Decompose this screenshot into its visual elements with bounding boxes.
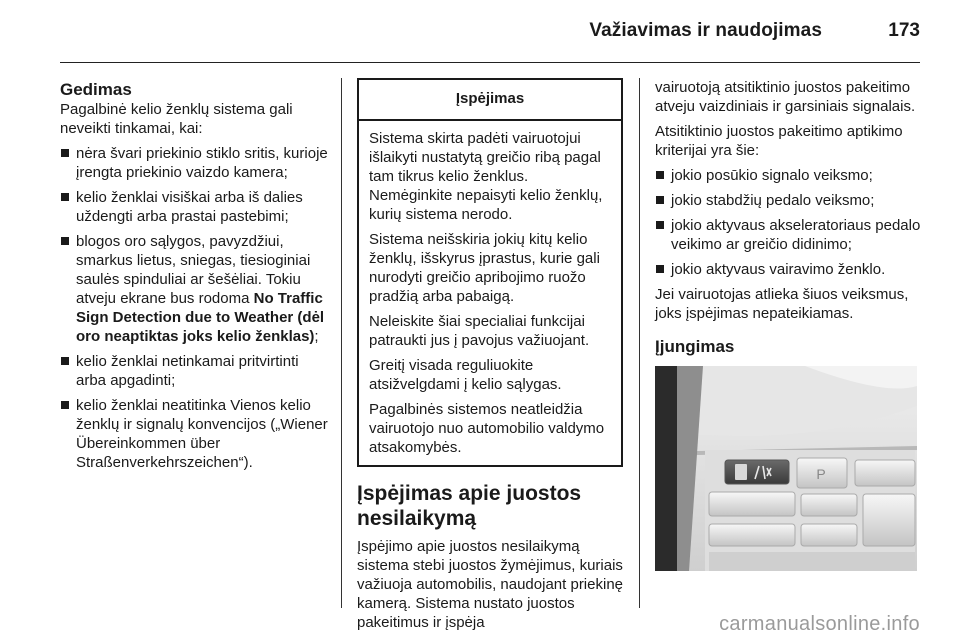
column-2	[357, 78, 623, 638]
section-text: Įspėjimo apie juostos nesilaikymą sistema stebi juostos žymėjimus, kuriais važiuoja automobilis, naudojant priekinę kamerą. Sistema nustato juostos pakeitimus ir įspėja	[357, 538, 624, 631]
list-item: kelio ženklai visiškai arba iš dalies uždengti arba prastai pastebimi;	[60, 188, 328, 226]
warning-paragraph: Neleiskite šiai specialiai funkcijai patraukti jus į pavojus važiuojant.	[369, 313, 590, 349]
warning-paragraph: Greitį visada reguliuokite atsižvelgdami į kelio sąlygas.	[369, 357, 562, 393]
list-item: jokio stabdžių pedalo veiksmo;	[655, 191, 923, 210]
criteria-intro: Atsitiktinio juostos pakeitimo aptikimo kriterijai yra šie:	[655, 123, 903, 159]
after-text: Jei vairuotojas atlieka šiuos veiksmus, joks įspėjimas nepateikiamas.	[655, 286, 909, 322]
list-item: kelio ženklai neatitinka Vienos kelio ženklų ir signalų konvencijos („Wiener Übereinkommen über Straßenverkehrszeichen“).	[60, 396, 328, 472]
column-divider	[341, 78, 342, 608]
list-item: jokio posūkio signalo veiksmo;	[655, 166, 923, 185]
warning-body	[359, 121, 621, 465]
fault-conditions-list	[60, 144, 328, 472]
warning-paragraph: Sistema neišskiria jokių kitų kelio ženklų, išskyrus įprastus, kurie gali nurodyti greičio apribojimo ruožo pradžią arba pabaigą.	[369, 231, 600, 305]
section-heading-activation: Įjungimas	[655, 337, 735, 356]
section-heading-gedimas: Gedimas	[60, 80, 132, 99]
list-item: nėra švari priekinio stiklo sritis, kurioje įrengta priekinio vaizdo kamera;	[60, 144, 328, 182]
list-item-text: blogos oro sąlygos, pavyzdžiui, smarkus lietus, sniegas, tiesioginiai saulės spinduliai ar šešėliai. Tokiu atveju ekrane bus rodoma	[76, 233, 311, 307]
column-3	[655, 78, 923, 571]
warning-paragraph: Sistema skirta padėti vairuotojui išlaikyti nustatytą greičio ribą pagal tam tikrus kelio ženklus. Nemėginkite nepaisyti kelio ženklų, kurių sistema nerodo.	[369, 130, 603, 223]
dashboard-photo-drawing	[655, 366, 917, 571]
intro-text: Pagalbinė kelio ženklų sistema gali neveikti tinkamai, kai:	[60, 101, 293, 137]
criteria-list	[655, 166, 923, 279]
list-item: jokio aktyvaus vairavimo ženklo.	[655, 260, 923, 279]
column-divider	[639, 78, 640, 608]
continuation-text: vairuotoją atsitiktinio juostos pakeitimo atveju vaizdiniais ir garsiniais signalais.	[655, 79, 916, 115]
chapter-title: Važiavimas ir naudojimas	[589, 20, 822, 41]
watermark: carmanualsonline.info	[719, 613, 920, 635]
list-item: kelio ženklai netinkamai pritvirtinti arba apgadinti;	[60, 352, 328, 390]
dashboard-buttons-photo	[655, 366, 917, 571]
list-item-tail: ;	[314, 328, 319, 345]
page-header	[60, 0, 920, 63]
page-number: 173	[888, 20, 920, 41]
list-item	[60, 232, 328, 346]
section-heading-lane-departure: Įspėjimas apie juostos nesilaikymą	[357, 482, 582, 530]
display-message: No Traffic Sign Detection due to Weather (dėl oro neaptiktas joks kelio ženklas)	[76, 290, 325, 345]
warning-title: Įspėjimas	[359, 80, 621, 121]
list-item: jokio aktyvaus akseleratoriaus pedalo veikimo ar greičio didinimo;	[655, 216, 923, 254]
park-assist-button-label: P	[816, 466, 826, 482]
warning-paragraph: Pagalbinės sistemos neatleidžia vairuotojo nuo automobilio valdymo atsakomybės.	[369, 401, 605, 456]
warning-box	[357, 78, 623, 467]
column-1	[60, 78, 328, 478]
